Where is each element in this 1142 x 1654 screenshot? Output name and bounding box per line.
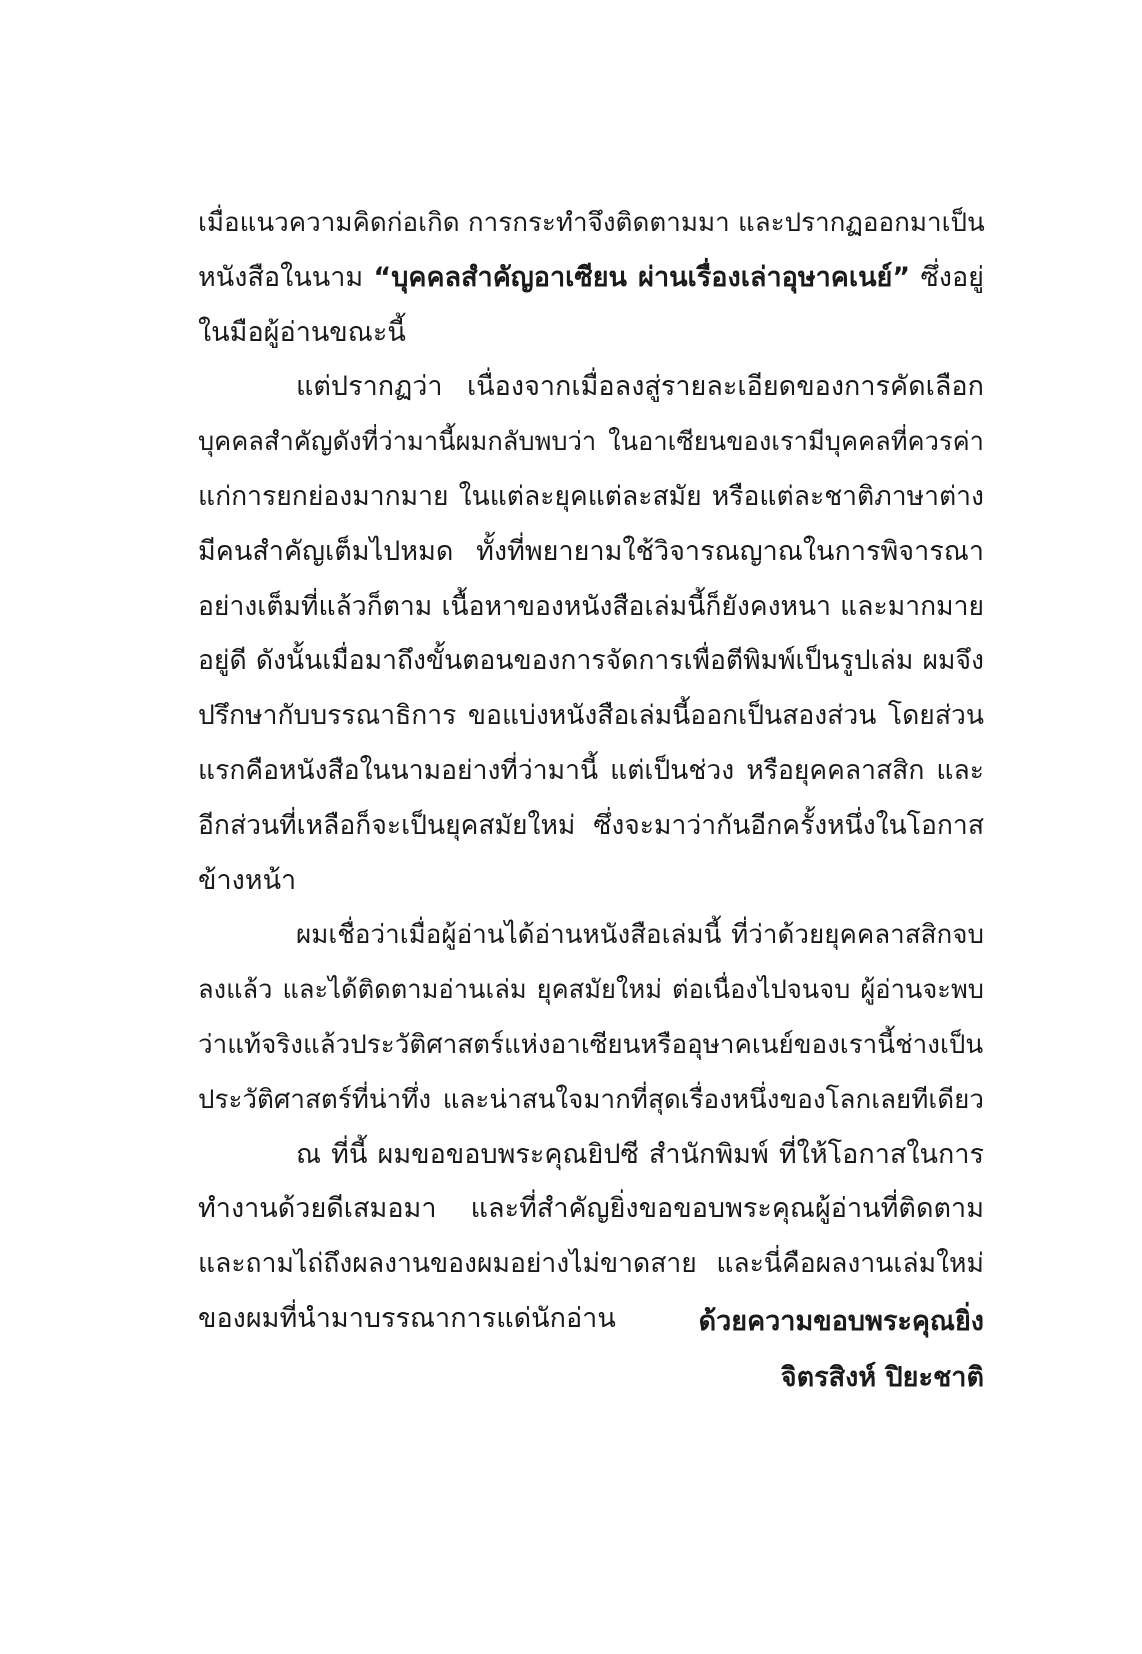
paragraph-2-line-8: แรกคือหนังสือในนามอย่างที่ว่ามานี้ แต่เป็นช่วง หรือยุคคลาสสิก และ [198, 754, 984, 786]
paragraph-2-line-5: อย่างเต็มที่แล้วก็ตาม เนื้อหาของหนังสือเล่มนี้ก็ยังคงหนา และมากมาย [198, 590, 984, 622]
paragraph-1-line-1: เมื่อแนวความคิดก่อเกิด การกระทำจึงติดตามมา และปรากฏออกมาเป็น [198, 208, 985, 238]
paragraph-2-line-6: อยู่ดี ดังนั้นเมื่อมาถึงขั้นตอนของการจัดการเพื่อตีพิมพ์เป็นรูปเล่ม ผมจึง [198, 645, 984, 677]
paragraph-2-line-9: อีกส่วนที่เหลือก็จะเป็นยุคสมัยใหม่ ซึ่งจะมาว่ากันอีกครั้งหนึ่งในโอกาส [198, 809, 984, 841]
paragraph-2-line-1: แต่ปรากฏว่า เนื่องจากเมื่อลงสู่รายละเอียดของการคัดเลือก [296, 371, 984, 403]
book-title: “บุคคลสำคัญอาเซียน ผ่านเรื่องเล่าอุษาคเนย์” [373, 261, 911, 293]
paragraph-4-line-3: และถามไถ่ถึงผลงานของผมอย่างไม่ขาดสาย และนี่คือผลงานเล่มใหม่ [198, 1248, 984, 1280]
paragraph-4-line-2: ทำงานด้วยดีเสมอมา และที่สำคัญยิ่งขอขอบพระคุณผู้อ่านที่ติดตาม [198, 1193, 984, 1225]
paragraph-1-line-3: ในมือผู้อ่านขณะนี้ [198, 316, 406, 348]
paragraph-2-line-7: ปรึกษากับบรรณาธิการ ขอแบ่งหนังสือเล่มนี้ออกเป็นสองส่วน โดยส่วน [198, 700, 984, 732]
book-intro-trailing-text: ซึ่งอยู่ [910, 261, 984, 293]
signature-block [699, 1294, 984, 1406]
paragraph-4-line-4: ของผมที่นำมาบรรณาการแด่นักอ่าน [198, 1302, 616, 1334]
paragraph-4-line-1: ณ ที่นี้ ผมขอขอบพระคุณยิปซี สำนักพิมพ์ ที่ให้โอกาสในการ [296, 1138, 984, 1170]
signature-closing: ด้วยความขอบพระคุณยิ่ง [698, 1306, 984, 1337]
signature-author: จิตรสิงห์ ปิยะชาติ [780, 1362, 984, 1393]
book-intro-text: หนังสือในนาม [198, 261, 374, 293]
paragraph-2-line-2: บุคคลสำคัญดังที่ว่ามานี้ผมกลับพบว่า ในอาเซียนของเรามีบุคคลที่ควรค่า [198, 427, 984, 458]
paragraph-3-line-3: ว่าแท้จริงแล้วประวัติศาสตร์แห่งอาเซียนหรืออุษาคเนย์ของเรานี้ช่างเป็น [198, 1029, 984, 1060]
paragraph-3-line-1: ผมเชื่อว่าเมื่อผู้อ่านได้อ่านหนังสือเล่มนี้ ที่ว่าด้วยยุคคลาสสิกจบ [296, 920, 984, 951]
paragraph-3-line-4: ประวัติศาสตร์ที่น่าทึ่ง และน่าสนใจมากที่สุดเรื่องหนึ่งของโลกเลยทีเดียว [198, 1084, 984, 1115]
paragraph-2-line-4: มีคนสำคัญเต็มไปหมด ทั้งที่พยายามใช้วิจารณญาณในการพิจารณา [198, 535, 984, 567]
paragraph-3-line-2: ลงแล้ว และได้ติดตามอ่านเล่ม ยุคสมัยใหม่ ต่อเนื่องไปจนจบ ผู้อ่านจะพบ [198, 975, 984, 1006]
paragraph-1-line-2 [198, 251, 984, 306]
body-text [198, 196, 984, 1347]
paragraph-2-line-10: ข้างหน้า [198, 864, 297, 896]
paragraph-2-line-3: แก่การยกย่องมากมาย ในแต่ละยุคแต่ละสมัย หรือแต่ละชาติภาษาต่าง [198, 480, 984, 512]
